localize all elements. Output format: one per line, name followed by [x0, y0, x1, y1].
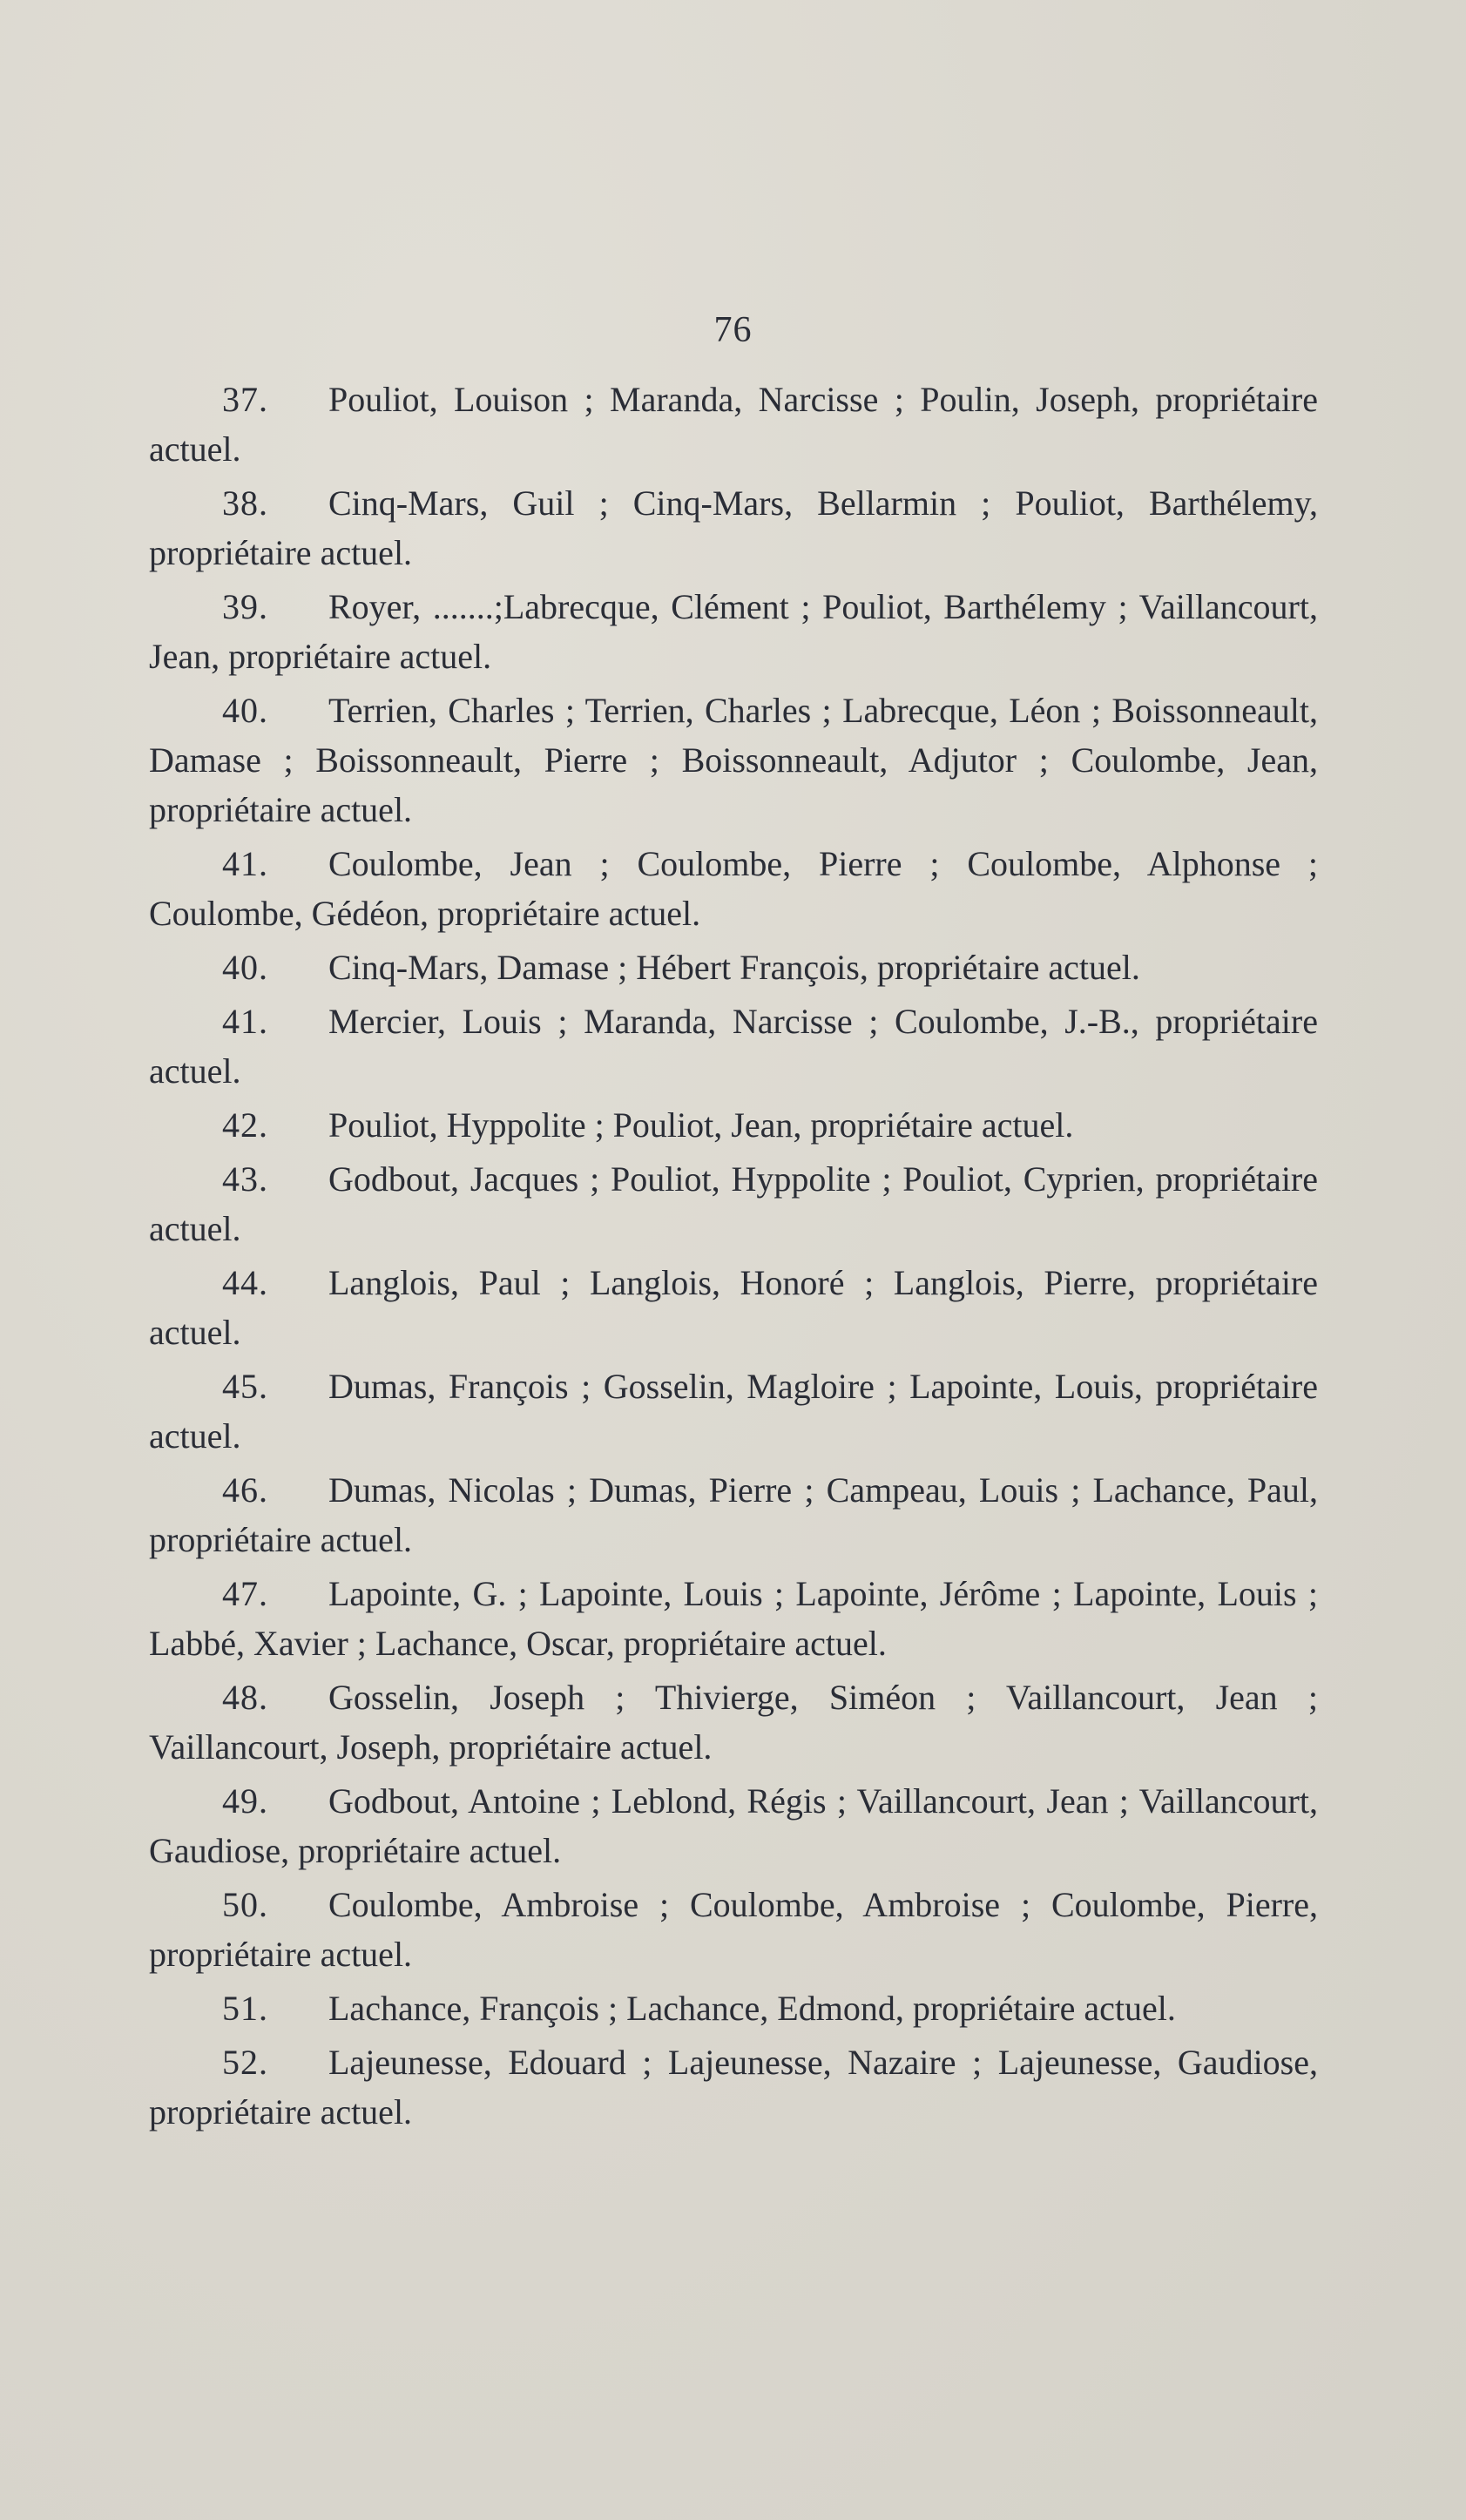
list-item: [149, 1569, 1318, 1668]
entry-number: 51.: [222, 1989, 268, 2028]
entry-text: Cinq-Mars, Damase ; Hébert François, propriétaire actuel.: [328, 948, 1140, 987]
entry-number: 48.: [222, 1678, 268, 1717]
entry-number: 52.: [222, 2043, 268, 2082]
list-item: [149, 1154, 1318, 1253]
list-item: [149, 1100, 1318, 1150]
entry-number: 38.: [222, 483, 268, 523]
entry-text: Lajeunesse, Edouard ; Lajeunesse, Nazaire ; Lajeunesse, Gaudiose, propriétaire actuel.: [149, 2043, 1318, 2132]
entry-text: Cinq-Mars, Guil ; Cinq-Mars, Bellarmin ; Pouliot, Barthélemy, propriétaire actuel.: [149, 483, 1318, 572]
entry-number: 37.: [222, 380, 268, 419]
entry-number: 41.: [222, 1002, 268, 1041]
list-item: [149, 1258, 1318, 1357]
list-item: [149, 942, 1318, 992]
entry-text: Gosselin, Joseph ; Thivierge, Siméon ; Vaillancourt, Jean ; Vaillancourt, Joseph, propriétaire actuel.: [149, 1678, 1318, 1767]
list-item: [149, 478, 1318, 578]
entry-text: Langlois, Paul ; Langlois, Honoré ; Langlois, Pierre, propriétaire actuel.: [149, 1263, 1318, 1352]
entry-text: Pouliot, Hyppolite ; Pouliot, Jean, propriétaire actuel.: [328, 1105, 1074, 1145]
entry-text: Dumas, Nicolas ; Dumas, Pierre ; Campeau, Louis ; Lachance, Paul, propriétaire actuel.: [149, 1470, 1318, 1559]
list-item: [149, 2037, 1318, 2137]
entry-number: 40.: [222, 948, 268, 987]
list-item: [149, 686, 1318, 834]
entry-text: Lachance, François ; Lachance, Edmond, propriétaire actuel.: [328, 1989, 1176, 2028]
entry-text: Terrien, Charles ; Terrien, Charles ; Labrecque, Léon ; Boissonneault, Damase ; Boissonneault, Pierre ; Boissonneault, Adjutor ; Coulombe, Jean, propriétaire actuel.: [149, 691, 1318, 829]
list-item: [149, 997, 1318, 1096]
entry-number: 41.: [222, 844, 268, 883]
list-item: [149, 1361, 1318, 1461]
entry-text: Royer, .......;Labrecque, Clément ; Pouliot, Barthélemy ; Vaillancourt, Jean, propriétaire actuel.: [149, 587, 1318, 676]
list-item: [149, 582, 1318, 681]
entry-number: 46.: [222, 1470, 268, 1510]
entry-text: Lapointe, G. ; Lapointe, Louis ; Lapointe, Jérôme ; Lapointe, Louis ; Labbé, Xavier ; Lachance, Oscar, propriétaire actuel.: [149, 1574, 1318, 1663]
list-item: [149, 1983, 1318, 2033]
entry-text: Mercier, Louis ; Maranda, Narcisse ; Coulombe, J.-B., propriétaire actuel.: [149, 1002, 1318, 1091]
list-item: [149, 375, 1318, 474]
entry-text: Dumas, François ; Gosselin, Magloire ; Lapointe, Louis, propriétaire actuel.: [149, 1367, 1318, 1456]
list-item: [149, 839, 1318, 938]
entry-number: 49.: [222, 1781, 268, 1821]
entry-text: Coulombe, Jean ; Coulombe, Pierre ; Coulombe, Alphonse ; Coulombe, Gédéon, propriétaire actuel.: [149, 844, 1318, 933]
entry-text: Godbout, Jacques ; Pouliot, Hyppolite ; Pouliot, Cyprien, propriétaire actuel.: [149, 1159, 1318, 1248]
entry-number: 39.: [222, 587, 268, 626]
list-item: [149, 1776, 1318, 1875]
entry-number: 43.: [222, 1159, 268, 1199]
entry-text: Coulombe, Ambroise ; Coulombe, Ambroise ; Coulombe, Pierre, propriétaire actuel.: [149, 1885, 1318, 1974]
list-item: [149, 1880, 1318, 1979]
entry-number: 44.: [222, 1263, 268, 1302]
entry-text: Pouliot, Louison ; Maranda, Narcisse ; Poulin, Joseph, propriétaire actuel.: [149, 380, 1318, 469]
page-number: 76: [713, 310, 753, 350]
list-item: [149, 1672, 1318, 1772]
entry-number: 47.: [222, 1574, 268, 1613]
list-item: [149, 1465, 1318, 1564]
entry-number: 50.: [222, 1885, 268, 1924]
entry-number: 42.: [222, 1105, 268, 1145]
entry-list: [149, 375, 1318, 2141]
entry-text: Godbout, Antoine ; Leblond, Régis ; Vaillancourt, Jean ; Vaillancourt, Gaudiose, propriétaire actuel.: [149, 1781, 1318, 1870]
entry-number: 45.: [222, 1367, 268, 1406]
entry-number: 40.: [222, 691, 268, 730]
